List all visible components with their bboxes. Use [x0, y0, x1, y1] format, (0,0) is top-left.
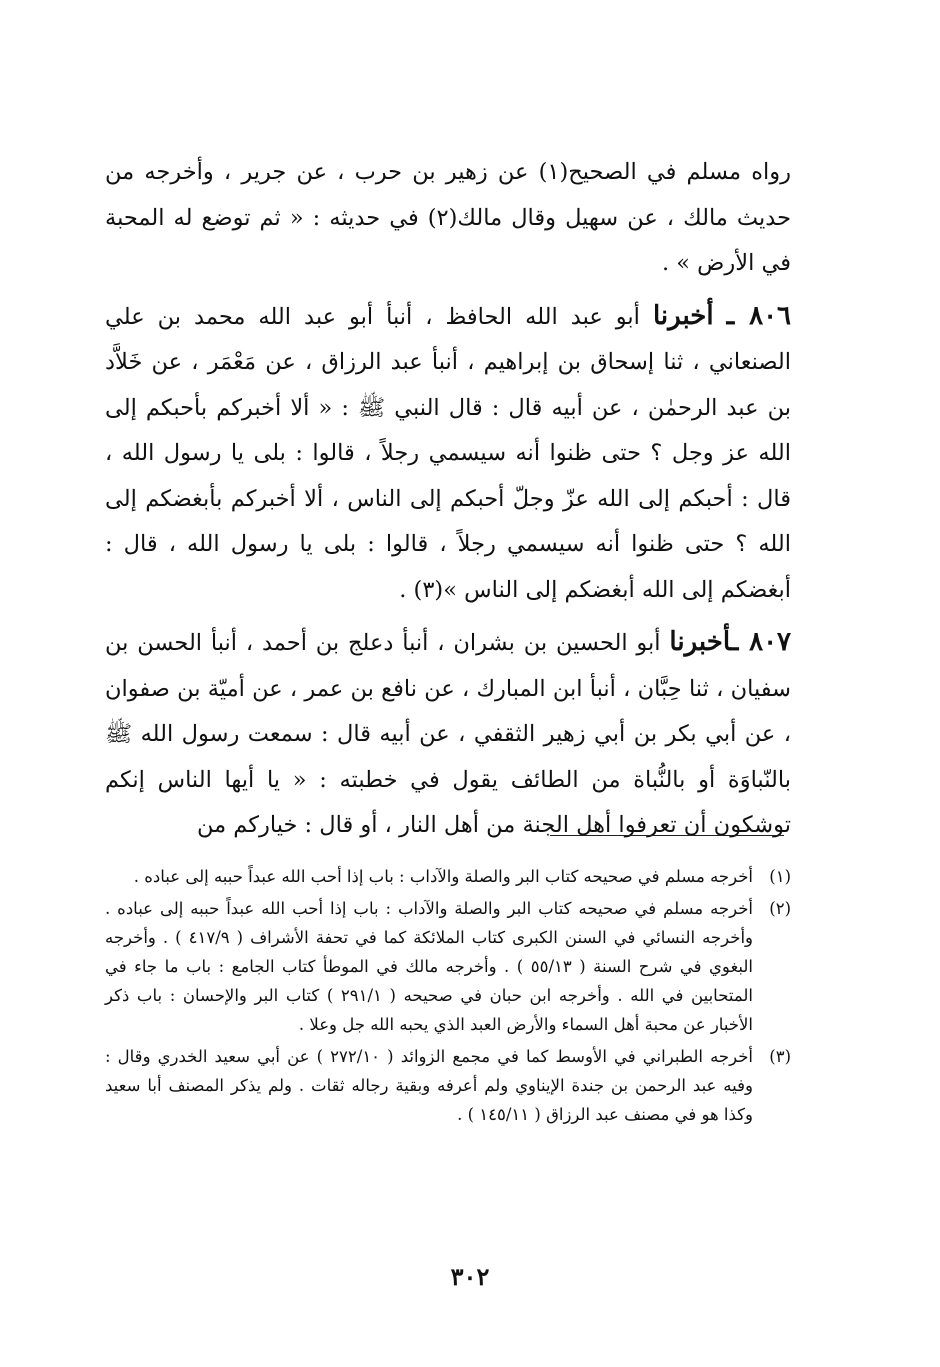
paragraph-intro: رواه مسلم في الصحيح(١) عن زهير بن حرب ، عن جرير ، وأخرجه من حديث مالك ، عن سهيل وقال مالك(٢) في حديثه : « ثم توضع له المحبة في الأرض » . — [105, 159, 791, 276]
footnote — [105, 894, 791, 1039]
hadith-807 — [105, 620, 791, 849]
narration-keyword: أخبرنا — [669, 627, 731, 657]
footnote-number: (٣) — [769, 1047, 791, 1066]
hadith-text: أبو الحسين بن بشران ، أنبأ دعلج بن أحمد ، أنبأ الحسن بن سفيان ، ثنا حِبَّان ، أنبأ ابن المبارك ، عن نافع بن عمر ، عن أميّة بن صفوان ، عن أبي بكر بن أبي زهير الثقفي ، عن أبيه قال : سمعت رسول الله ﷺ بالنّباوَة أو بالنُّباة من الطائف يقول في خطبته : « يا أيها الناس إنكم توشكون أن تعرفوا أهل الجنة من أهل النار ، أو قال : خياركم من — [105, 630, 791, 838]
footnote-text: أخرجه مسلم في صحيحه كتاب البر والصلة والآداب : باب إذا أحب الله عبداً حببه إلى عباده . وأخرجه النسائي في السنن الكبرى كتاب الملائكة كما في تحفة الأشراف ( ٤١٧/٩ ) . وأخرجه البغوي في شرح السنة ( ٥٥/١٣ ) . وأخرجه مالك في الموطأ كتاب الجامع : باب ما جاء في المتحابين في الله . وأخرجه ابن حبان في صحيحه ( ٢٩١/١ ) كتاب البر والإحسان : باب ذكر الأخبار عن محبة أهل السماء والأرض العبد الذي يحبه الله جل وعلا . — [105, 899, 753, 1034]
hadith-text: أبو عبد الله الحافظ ، أنبأ أبو عبد الله محمد بن علي الصنعاني ، ثنا إسحاق بن إبراهيم ، أنبأ عبد الرزاق ، عن مَعْمَر ، عن خَلاَّد بن عبد الرحمٰن ، عن أبيه قال : قال النبي ﷺ : « ألا أخبركم بأحبكم إلى الله عز وجل ؟ حتى ظنوا أنه سيسمي رجلاً ، قالوا : بلى يا رسول الله ، قال : أحبكم إلى الله عزّ وجلّ أحبكم إلى الناس ، ألا أخبركم بأبغضكم إلى الله ؟ حتى ظنوا أنه سيسمي رجلاً ، قالوا : بلى يا رسول الله ، قال : أبغضكم إلى الله أبغضكم إلى الناس »(٣) . — [105, 303, 791, 603]
hadith-number: ٨٠٧ ـ — [730, 627, 792, 657]
main-text — [105, 150, 791, 849]
footnote-separator — [550, 835, 784, 836]
footnote-number: (٢) — [769, 899, 791, 918]
page-number: ٣٠٢ — [450, 1262, 490, 1291]
narration-keyword: أخبرنا — [652, 300, 714, 331]
footnote-number: (١) — [769, 867, 791, 886]
footnote — [105, 862, 791, 891]
hadith-number: ٨٠٦ ـ — [726, 300, 792, 331]
footnote-text: أخرجه مسلم في صحيحه كتاب البر والصلة والآداب : باب إذا أحب الله عبداً حببه إلى عباده . — [133, 867, 753, 886]
hadith-806 — [105, 294, 791, 614]
footnote — [105, 1042, 791, 1129]
footnotes — [105, 862, 791, 1132]
footnote-text: أخرجه الطبراني في الأوسط كما في مجمع الزوائد ( ٢٧٢/١٠ ) عن أبي سعيد الخدري وقال : وفيه عبد الرحمن بن جندة الإيناوي ولم أعرفه وبقية رجاله ثقات . ولم يذكر المصنف أبا سعيد وكذا هو في مصنف عبد الرزاق ( ١٤٥/١١ ) . — [105, 1047, 753, 1124]
